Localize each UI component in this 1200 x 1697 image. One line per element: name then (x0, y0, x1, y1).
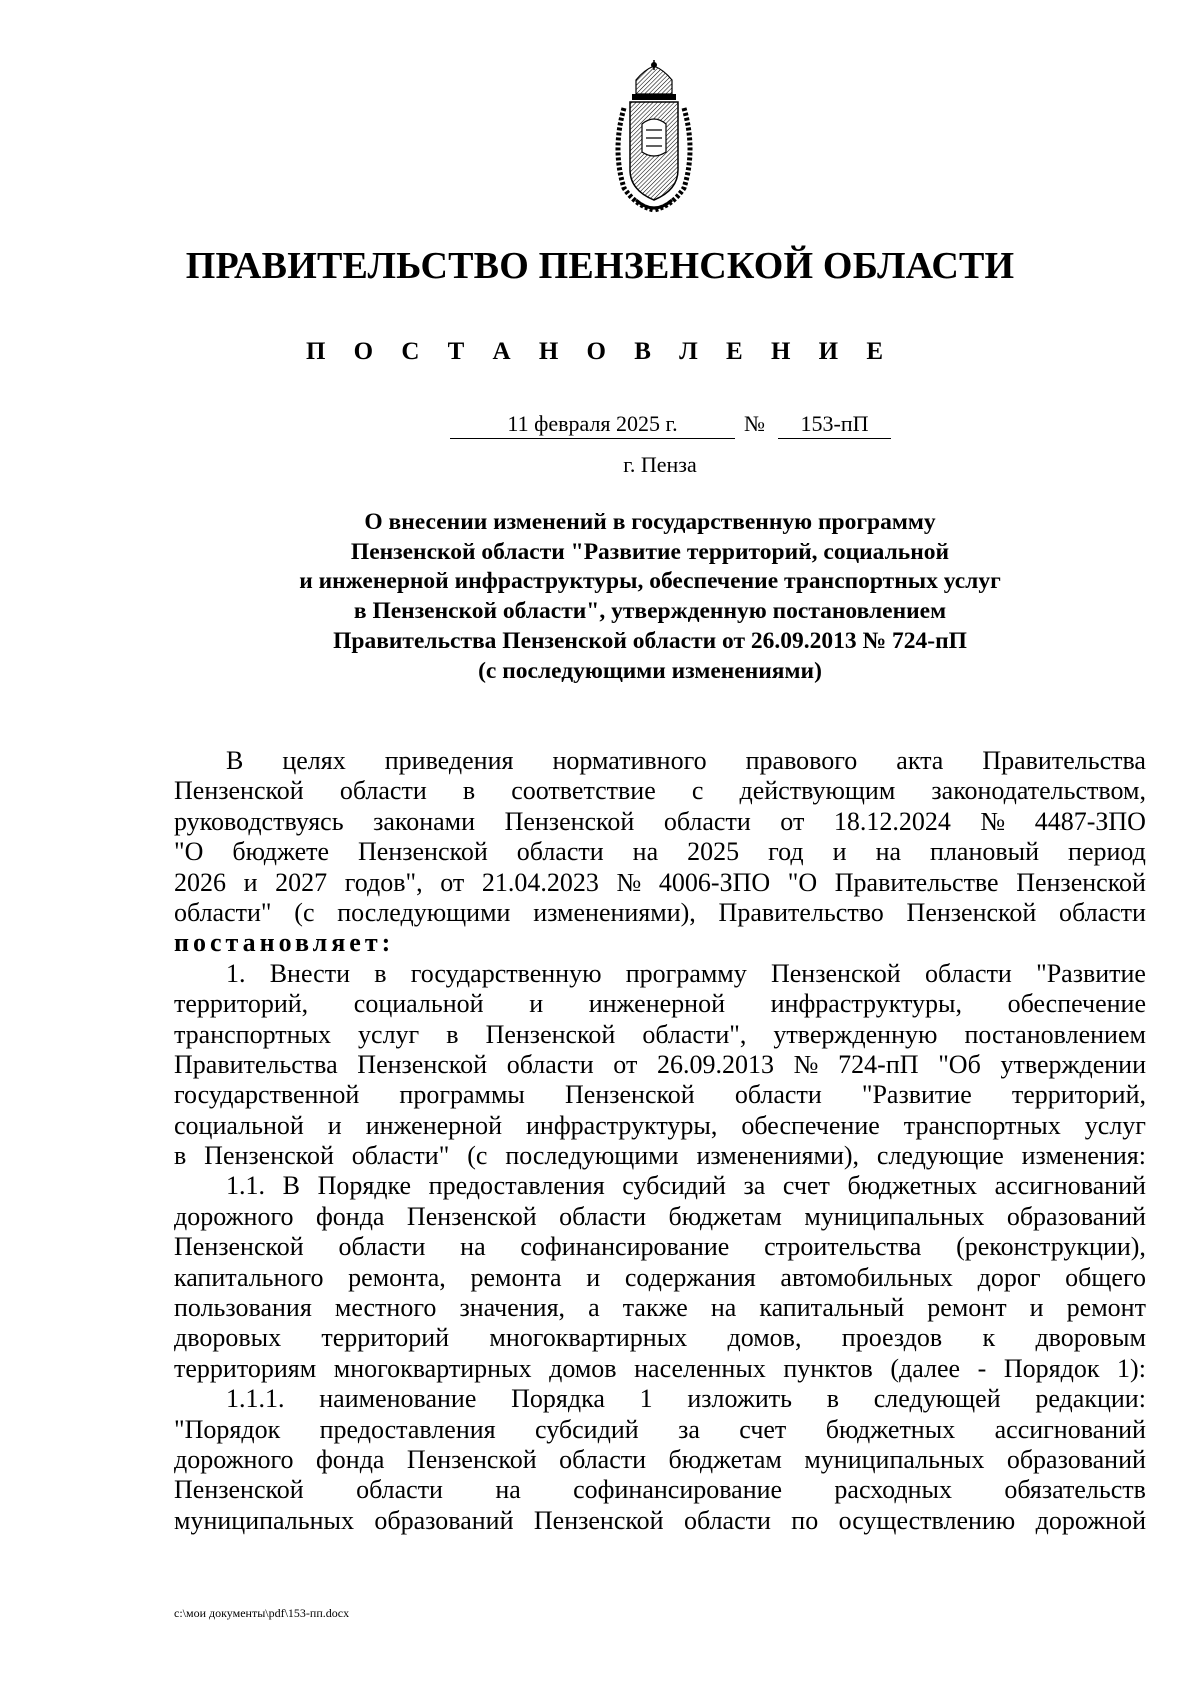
document-type: П О С Т А Н О В Л Е Н И Е (305, 338, 895, 365)
body-line: капитального ремонта, ремонта и содержания автомобильных дорог общего (174, 1262, 1146, 1292)
subject-line: и инженерной инфраструктуры, обеспечение транспортных услуг (299, 568, 1001, 595)
body-line: Правительства Пензенской области от 26.09.2013 № 724-пП "Об утверждении (174, 1049, 1146, 1079)
body-line: "О бюджете Пензенской области на 2025 год и на плановый период (174, 837, 1146, 867)
subject-line: О внесении изменений в государственную программу (364, 509, 936, 535)
government-title: ПРАВИТЕЛЬСТВО ПЕНЗЕНСКОЙ ОБЛАСТИ (185, 245, 1015, 287)
body-line: области" (с последующими изменениями), Правительство Пензенской области (174, 897, 1146, 927)
document-date: 11 февраля 2025 г. (450, 411, 735, 439)
body-line: в Пензенской области" (с последующими изменениями), следующие изменения: (174, 1141, 1146, 1171)
number-sign: № (744, 411, 765, 436)
subject-line: Правительства Пензенской области от 26.09.2013 № 724-пП (333, 627, 967, 654)
body-line: 1.1.1. наименование Порядка 1 изложить в следующей редакции: (174, 1384, 1146, 1414)
body-line: 1. Внести в государственную программу Пензенской области "Развитие (174, 958, 1146, 988)
body-line: дорожного фонда Пензенской области бюджетам муниципальных образований (174, 1444, 1146, 1474)
body-line: В целях приведения нормативного правового акта Правительства (174, 746, 1146, 775)
body-line: транспортных услуг в Пензенской области", утвержденную постановлением (174, 1019, 1146, 1049)
body-line: постановляет: (174, 928, 395, 958)
body-line: 2026 и 2027 годов", от 21.04.2023 № 4006-ЗПО "О Правительстве Пензенской (174, 867, 1146, 897)
subject-line: в Пензенской области", утвержденную постановлением (353, 598, 947, 625)
body-line: Пензенской области на софинансирование расходных обязательств (174, 1475, 1146, 1505)
body-line: социальной и инженерной инфраструктуры, обеспечение транспортных услуг (174, 1110, 1146, 1140)
body-line: муниципальных образований Пензенской области по осуществлению дорожной (174, 1505, 1146, 1535)
coat-of-arms-icon (606, 60, 702, 216)
body-line: 1.1. В Порядке предоставления субсидий за счет бюджетных ассигнований (174, 1171, 1146, 1201)
document-subject (190, 508, 1110, 686)
body-line: государственной программы Пензенской области "Развитие территорий, (174, 1080, 1146, 1110)
body-line: руководствуясь законами Пензенской области от 18.12.2024 № 4487-ЗПО (174, 806, 1146, 836)
body-line: дворовых территорий многоквартирных домов, проездов к дворовым (174, 1323, 1146, 1353)
body-line: пользования местного значения, а также на капитальный ремонт и ремонт (174, 1293, 1146, 1323)
body-line: Пензенской области в соответствие с действующим законодательством, (174, 776, 1146, 806)
document-number: 153-пП (778, 411, 891, 439)
body-line: территорий, социальной и инженерной инфраструктуры, обеспечение (174, 989, 1146, 1019)
file-path-footer: c:\мои документы\pdf\153-пп.docx (174, 1606, 350, 1620)
subject-line: Пензенской области "Развитие территорий, социальной (350, 538, 950, 565)
body-line: "Порядок предоставления субсидий за счет бюджетных ассигнований (174, 1414, 1146, 1444)
body-line: дорожного фонда Пензенской области бюджетам муниципальных образований (174, 1201, 1146, 1231)
place-of-issue: г. Пенза (623, 452, 697, 477)
document-body (174, 746, 1146, 1536)
body-line: Пензенской области на софинансирование строительства (реконструкции), (174, 1232, 1146, 1262)
body-line: территориям многоквартирных домов населенных пунктов (далее - Порядок 1): (174, 1353, 1146, 1383)
subject-line: (с последующими изменениями) (478, 657, 822, 684)
